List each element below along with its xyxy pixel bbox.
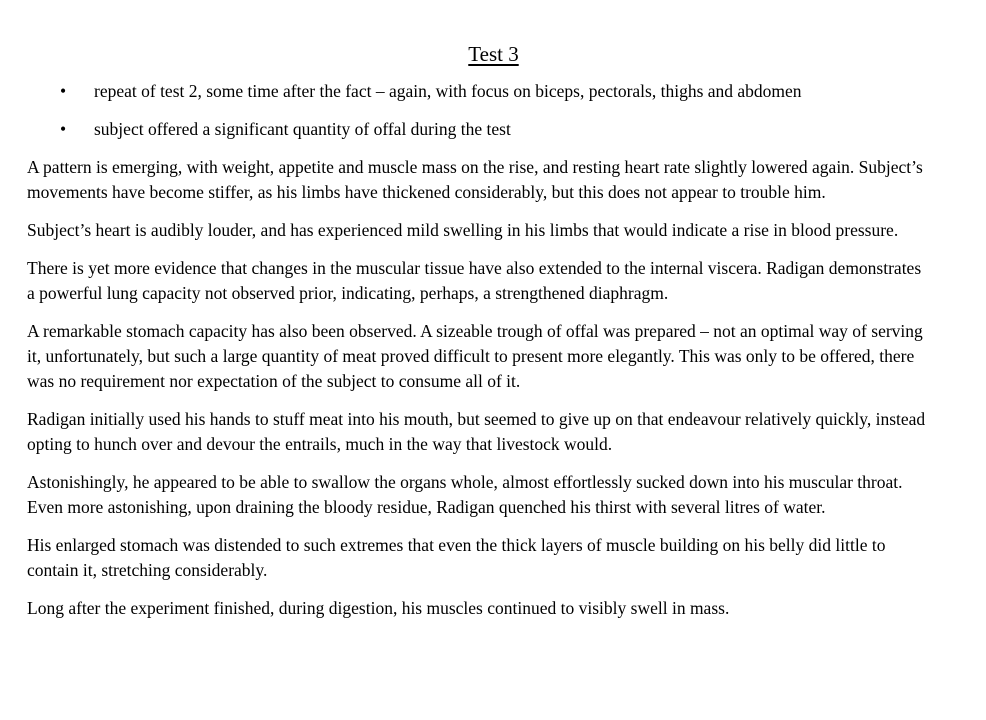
document-title-text: Test 3 — [468, 42, 519, 66]
bullet-marker: • — [60, 119, 67, 139]
paragraph: There is yet more evidence that changes in the muscular tissue have also extended to the internal viscera. Radigan demonstrates a powerful lung capacity not observed prior, indicating, perhaps, a strengthened diaphragm. — [27, 258, 922, 303]
paragraph: Radigan initially used his hands to stuff meat into his mouth, but seemed to give up on that endeavour relatively quickly, instead opting to hunch over and devour the entrails, much in the way that livestock would. — [27, 409, 926, 454]
bullet-text: subject offered a significant quantity of offal during the test — [94, 119, 511, 139]
bullet-text: repeat of test 2, some time after the fact – again, with focus on biceps, pectorals, thighs and abdomen — [94, 81, 802, 101]
document-title — [27, 41, 930, 67]
paragraph: His enlarged stomach was distended to such extremes that even the thick layers of muscle building on his belly did little to contain it, stretching considerably. — [27, 535, 886, 580]
paragraph: Long after the experiment finished, during digestion, his muscles continued to visibly swell in mass. — [27, 598, 730, 618]
bullet-item — [27, 79, 930, 104]
bullet-list — [27, 79, 930, 142]
bullet-item — [27, 117, 930, 142]
paragraph: Astonishingly, he appeared to be able to swallow the organs whole, almost effortlessly sucked down into his muscular throat. Even more astonishing, upon draining the bloody residue, Radigan quenched his thirst with several litres of water. — [27, 472, 903, 517]
bullet-marker: • — [60, 81, 67, 101]
paragraph: A remarkable stomach capacity has also been observed. A sizeable trough of offal was prepared – not an optimal way of serving it, unfortunately, but such a large quantity of meat proved difficult to present more elegantly. This was only to be offered, there was no requirement nor expectation of the subject to consume all of it. — [27, 321, 923, 391]
paragraph: A pattern is emerging, with weight, appetite and muscle mass on the rise, and resting heart rate slightly lowered again. Subject’s movements have become stiffer, as his limbs have thickened considerably, but this does not appear to trouble him. — [27, 157, 923, 202]
paragraph: Subject’s heart is audibly louder, and has experienced mild swelling in his limbs that would indicate a rise in blood pressure. — [27, 220, 899, 240]
